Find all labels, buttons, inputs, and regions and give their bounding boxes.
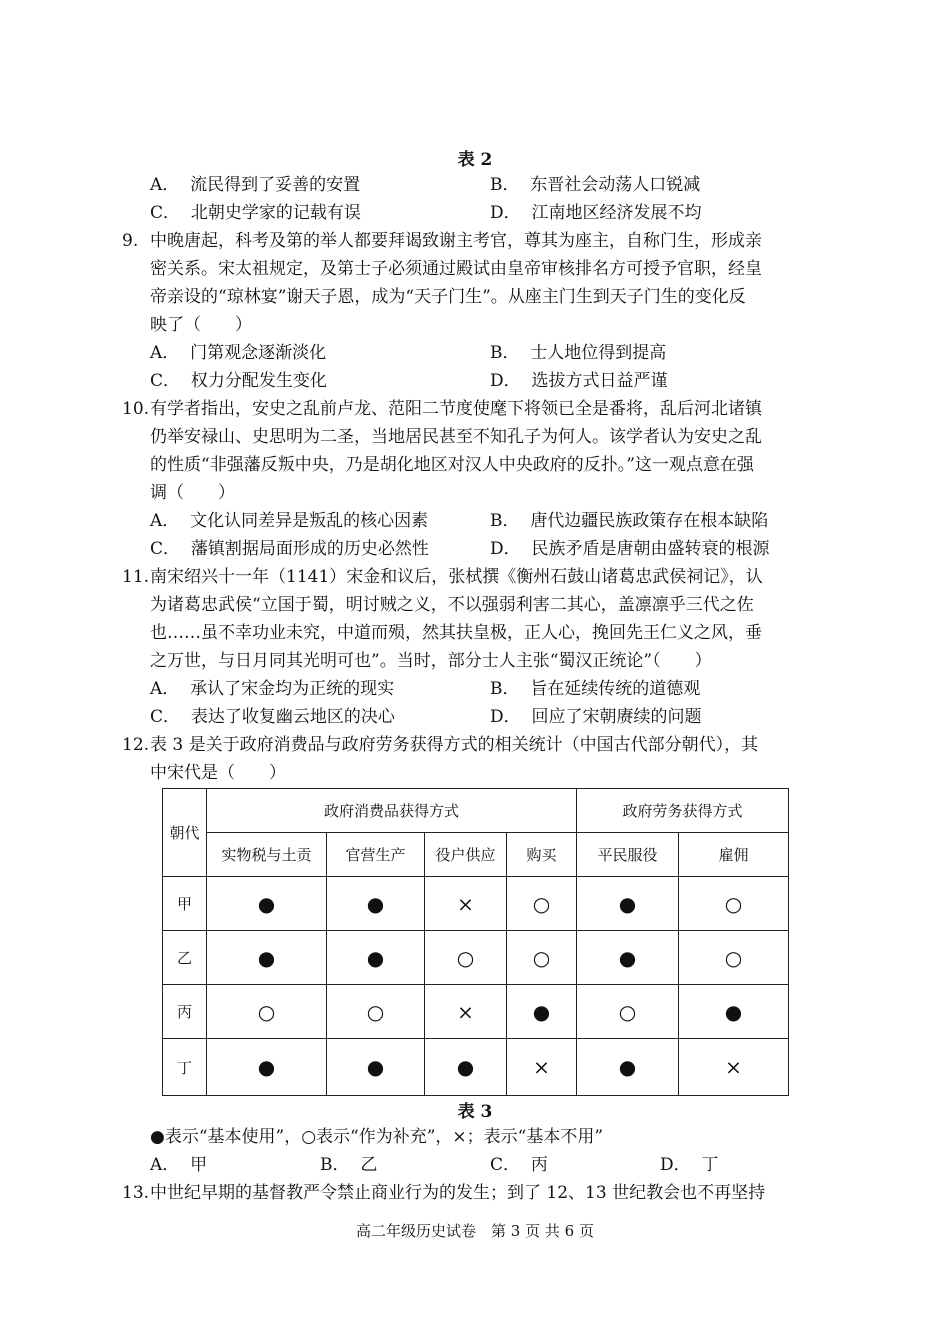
q11-option-a[interactable]: A． 承认了宋金均为正统的现实 [150,679,395,699]
table-cell: ● [507,985,577,1039]
q9-text-line: 密关系。宋太祖规定，及第士子必须通过殿试由皇帝审核排名方可授予官职，经皇 [150,259,762,279]
table-cell: × [507,1039,577,1096]
q9-text-line: 中晚唐起，科考及第的举人都要拜谒致谢主考官，尊其为座主，自称门生，形成亲 [150,231,762,251]
table-row-header: 乙 [163,931,207,985]
q13-number: 13. [122,1183,150,1203]
table2-caption: 表 2 [457,150,493,170]
table-cell: ● [425,1039,507,1096]
table-cell: ○ [507,931,577,985]
table-cell: ● [207,931,327,985]
q10-number: 10. [122,399,150,419]
q13-text-line: 中世纪早期的基督教严令禁止商业行为的发生；到了 12、13 世纪教会也不再坚持 [150,1183,766,1203]
q10-text-line: 的性质“非强藩反叛中央，乃是胡化地区对汉人中央政府的反扑。”这一观点意在强 [150,455,754,475]
q12-option-b[interactable]: B． 乙 [320,1155,378,1175]
q10-text-line: 有学者指出，安史之乱前卢龙、范阳二节度使麾下将领已全是番将，乱后河北诸镇 [150,399,762,419]
table-cell: ● [327,931,425,985]
q12-option-d[interactable]: D． 丁 [660,1155,719,1175]
table-column-header: 购买 [507,833,577,877]
q9-option-c[interactable]: C． 权力分配发生变化 [150,371,327,391]
table-row [163,877,789,931]
table-group-header: 政府劳务获得方式 [577,789,789,833]
table-cell: ● [577,1039,679,1096]
table-cell: × [425,877,507,931]
q10-option-d[interactable]: D． 民族矛盾是唐朝由盛转衰的根源 [490,539,770,559]
q11-text-line: 南宋绍兴十一年（1141）宋金和议后，张栻撰《衡州石鼓山诸葛忠武侯祠记》，认 [150,567,763,587]
table-cell: ● [679,985,789,1039]
q10-option-b[interactable]: B． 唐代边疆民族政策存在根本缺陷 [490,511,769,531]
q9-number: 9. [122,231,139,251]
table-cell: ● [207,1039,327,1096]
table-column-header: 役户供应 [425,833,507,877]
q12-option-c[interactable]: C． 丙 [490,1155,548,1175]
table-row [163,931,789,985]
table3-caption: 表 3 [457,1102,493,1122]
q11-text-line: 之万世，与日月同其光明可也”。当时，部分士人主张“蜀汉正统论”（ ） [150,651,712,671]
table-cell: ○ [679,931,789,985]
table-corner-cell: 朝代 [163,789,207,877]
q9-text-line: 帝亲设的“琼林宴”谢天子恩，成为“天子门生”。从座主门生到天子门生的变化反 [150,287,746,307]
table-cell: ○ [425,931,507,985]
table-row-header: 丙 [163,985,207,1039]
q10-text-line: 调（ ） [150,483,235,503]
q10-text-line: 仍举安禄山、史思明为二圣，当地居民甚至不知孔子为何人。该学者认为安史之乱 [150,427,762,447]
table-cell: ● [207,877,327,931]
table-cell: × [425,985,507,1039]
q10-option-a[interactable]: A． 文化认同差异是叛乱的核心因素 [150,511,429,531]
page-footer: 高二年级历史试卷 第 3 页 共 6 页 [356,1222,594,1240]
table-cell: ● [327,877,425,931]
table-cell: × [679,1039,789,1096]
table-column-header: 雇佣 [679,833,789,877]
table-column-header: 官营生产 [327,833,425,877]
q11-option-d[interactable]: D． 回应了宋朝赓续的问题 [490,707,702,727]
table-row [163,985,789,1039]
table-cell: ● [327,1039,425,1096]
q8-option-d[interactable]: D． 江南地区经济发展不均 [490,203,702,223]
q11-option-b[interactable]: B． 旨在延续传统的道德观 [490,679,701,699]
table-cell: ○ [507,877,577,931]
q9-option-b[interactable]: B． 士人地位得到提高 [490,343,667,363]
q12-number: 12. [122,735,150,755]
q12-option-a[interactable]: A． 甲 [150,1155,208,1175]
q12-text-line: 表 3 是关于政府消费品与政府劳务获得方式的相关统计（中国古代部分朝代），其 [150,735,759,755]
table-cell: ○ [207,985,327,1039]
table-cell: ● [577,877,679,931]
q8-option-a[interactable]: A． 流民得到了妥善的安置 [150,175,361,195]
table-group-header: 政府消费品获得方式 [207,789,577,833]
table-cell: ○ [327,985,425,1039]
q8-option-c[interactable]: C． 北朝史学家的记载有误 [150,203,361,223]
table-row-header: 甲 [163,877,207,931]
q8-option-b[interactable]: B． 东晋社会动荡人口锐减 [490,175,701,195]
table-row-header: 丁 [163,1039,207,1096]
q11-number: 11. [122,567,150,587]
q9-option-a[interactable]: A． 门第观念逐渐淡化 [150,343,327,363]
table-cell: ○ [679,877,789,931]
table-header-row [163,789,789,833]
q12-text-line: 中宋代是（ ） [150,763,286,783]
table-column-header: 平民服役 [577,833,679,877]
table-row [163,1039,789,1096]
q9-option-d[interactable]: D． 选拔方式日益严谨 [490,371,668,391]
q9-text-line: 映了（ ） [150,315,252,335]
table-column-header: 实物税与土贡 [207,833,327,877]
q11-text-line: 为诸葛忠武侯“立国于蜀，明讨贼之义，不以强弱利害二其心，盖凛凛乎三代之佐 [150,595,754,615]
q11-option-c[interactable]: C． 表达了收复幽云地区的决心 [150,707,395,727]
table3 [162,788,789,1096]
table-column-header-row [163,833,789,877]
table3-legend: ●表示“基本使用”，○表示“作为补充”，×；表示“基本不用” [150,1127,604,1147]
q11-text-line: 也……虽不幸功业未究，中道而殒，然其扶皇极，正人心，挽回先王仁义之风，垂 [150,623,762,643]
q10-option-c[interactable]: C． 藩镇割据局面形成的历史必然性 [150,539,429,559]
table-cell: ● [577,931,679,985]
table-cell: ○ [577,985,679,1039]
